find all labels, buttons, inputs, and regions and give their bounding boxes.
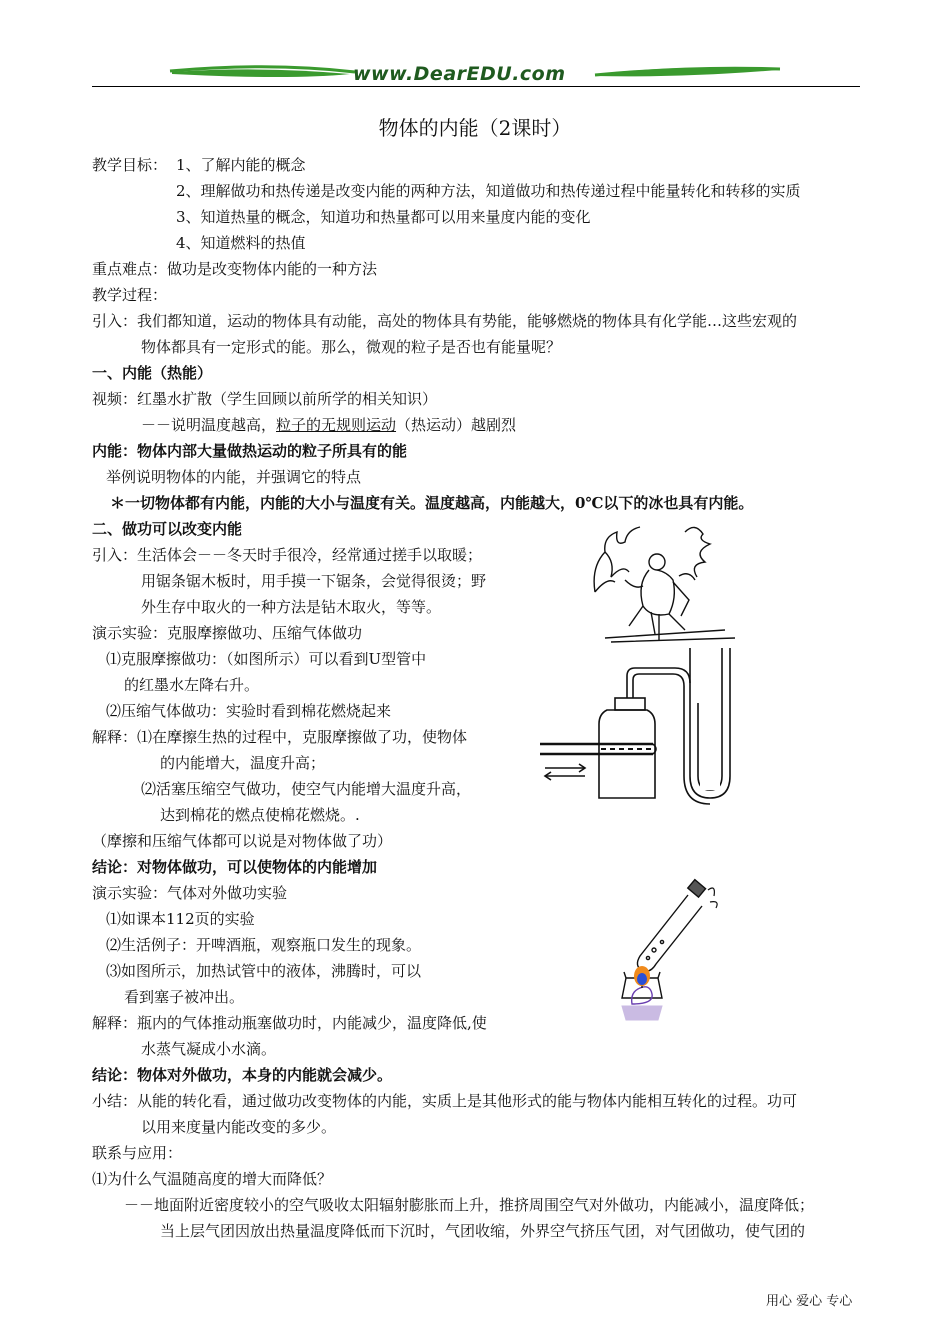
conclusion2: 结论：物体对外做功，本身的内能就会减少。: [92, 1066, 393, 1084]
objective-item: 4、知道燃料的热值: [176, 234, 306, 252]
demo-b3-line: ⑶如图所示，加热试管中的液体，沸腾时，可以: [106, 962, 422, 980]
conclusion1: 结论：对物体做功，可以使物体的内能增加: [92, 858, 378, 876]
u-tube-apparatus: [535, 648, 750, 808]
objective-item: 1、了解内能的概念: [176, 156, 306, 174]
section1-heading: 一、内能（热能）: [92, 364, 213, 382]
explain-b-line: 水蒸气凝成小水滴。: [141, 1040, 277, 1058]
question-line: ⑴为什么气温随高度的增大而降低？: [92, 1170, 333, 1188]
definition: 内能：物体内部大量做热运动的粒子所具有的能: [92, 442, 408, 460]
answer-line: 当上层气团因放出热量温度降低而下沉时，气团收缩，外界空气挤压气团，对气团做功，使气团的: [160, 1222, 806, 1240]
video-line: 视频：红墨水扩散（学生回顾以前所学的相关知识）: [92, 390, 438, 408]
intro-line: 物体都具有一定形式的能。那么，微观的粒子是否也有能量呢？: [141, 338, 562, 356]
test-tube-heating-illustration: [618, 880, 728, 1025]
explain1-line: 的内能增大，温度升高；: [160, 754, 326, 772]
page-title: 物体的内能（2课时）: [378, 116, 572, 140]
explain2-line: 达到棉花的燃点使棉花燃烧。.: [160, 806, 360, 824]
demo2-line: ⑵压缩气体做功：实验时看到棉花燃烧起来: [106, 702, 392, 720]
explain2-line: ⑵活塞压缩空气做功，使空气内能增大温度升高，: [141, 780, 472, 798]
answer-line: －－地面附近密度较小的空气吸收太阳辐射膨胀而上升，推挤周围空气对外做功，内能减小，温度降低；: [124, 1196, 815, 1214]
demo-b1-line: ⑴如课本112页的实验: [106, 910, 255, 928]
summary-line: 小结：从能的转化看，通过做功改变物体的内能，实质上是其他形式的能与物体内能相互转化的过程。功可: [92, 1092, 798, 1110]
header-divider: [92, 86, 860, 87]
site-logo[interactable]: www.DearEDU.com: [353, 63, 566, 85]
demo-b2-line: ⑵生活例子：开啤酒瓶，观察瓶口发生的现象。: [106, 936, 422, 954]
objective-item: 2、理解做功和热传递是改变内能的两种方法，知道做功和热传递过程中能量转化和转移的实质: [176, 182, 801, 200]
section2-heading: 二、做功可以改变内能: [92, 520, 243, 538]
s2-intro-line: 外生存中取火的一种方法是钻木取火，等等。: [141, 598, 442, 616]
objective-item: 3、知道热量的概念，知道功和热量都可以用来量度内能的变化: [176, 208, 591, 226]
explain1-line: 解释：⑴在摩擦生热的过程中，克服摩擦做了功，使物体: [92, 728, 468, 746]
star-note: ＊一切物体都有内能，内能的大小与温度有关。温度越高，内能越大，0℃以下的冰也具有内能。: [110, 494, 754, 512]
note-line: （摩擦和压缩气体都可以说是对物体做了功）: [92, 832, 393, 850]
footer-text: 用心 爱心 专心: [766, 1294, 853, 1309]
apply-label: 联系与应用：: [92, 1144, 183, 1162]
demo1-line: ⑴克服摩擦做功：（如图所示）可以看到U型管中: [106, 650, 427, 668]
intro-line: 引入：我们都知道，运动的物体具有动能，高处的物体具有势能，能够燃烧的物体具有化学能…这些宏观的: [92, 312, 798, 330]
summary-line: 以用来度量内能改变的多少。: [141, 1118, 337, 1136]
s2-intro-line: 用锯条锯木板时，用手摸一下锯条，会觉得很烫；野: [141, 572, 487, 590]
process-label: 教学过程：: [92, 286, 168, 304]
explain-prefix: －－说明温度越高，: [141, 416, 277, 434]
s2-intro-line: 引入：生活体会－－冬天时手很冷，经常通过搓手以取暖；: [92, 546, 483, 564]
demo1-line: 的红墨水左降右升。: [124, 676, 260, 694]
demo-b-line: 演示实验：气体对外做功实验: [92, 884, 288, 902]
objectives-label: 教学目标：: [92, 156, 168, 174]
explain-suffix: （热运动）越剧烈: [396, 416, 517, 434]
demo-b3-line: 看到塞子被冲出。: [124, 988, 245, 1006]
fire-drill-illustration: [585, 522, 745, 647]
explain-line: [141, 415, 516, 435]
explain-underline: 粒子的无规则运动: [276, 416, 397, 434]
key-point: 重点难点：做功是改变物体内能的一种方法: [92, 260, 378, 278]
example-line: 举例说明物体的内能，并强调它的特点: [106, 468, 362, 486]
demo-line: 演示实验：克服摩擦做功、压缩气体做功: [92, 624, 363, 642]
explain-b-line: 解释：瓶内的气体推动瓶塞做功时，内能减少，温度降低,使: [92, 1014, 487, 1032]
